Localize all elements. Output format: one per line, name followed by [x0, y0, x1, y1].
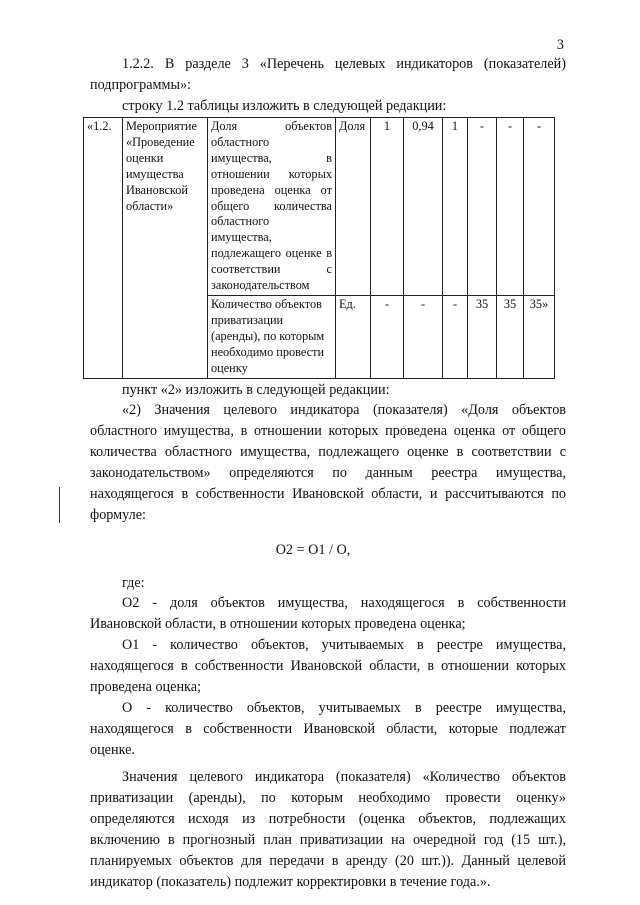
table-intro: строку 1.2 таблицы изложить в следующей редакции:	[122, 98, 447, 114]
indicator-cell: Количество объектов приватизации (аренды), по которым необходимо провести оценку	[208, 295, 336, 378]
value-cell: -	[524, 118, 555, 296]
value-cell: -	[468, 118, 497, 296]
page-number: 3	[556, 37, 564, 53]
value-cell: 1	[371, 118, 404, 296]
row-number: «1.2.	[84, 118, 123, 379]
paragraph: Значения целевого индикатора (показателя) «Количество объектов приватизации (аренды), по которым необходимо провести оценку» определяются исходя из потребности (оценка объектов, подлежащих включению в прогнозный план приватизации на очередной год (15 шт.), планируемых объектов для передачи в аренду (20 шт.)). Данный целевой индикатор (показатель) подлежит корректировки в течение года.».	[90, 768, 566, 890]
indicator-cell: Доля объектов областного имущества, в отношении которых проведена оценка от общего количества областного имущества, подлежащего оценке в соответствии с законодательством	[208, 118, 336, 296]
indicator-table	[83, 117, 555, 379]
formula: O2 = O1 / O,	[275, 541, 351, 558]
document-body	[87, 36, 566, 893]
margin-mark	[59, 487, 60, 523]
unit-cell: Доля	[336, 118, 371, 296]
value-cell: 35»	[524, 295, 555, 378]
value-cell: 35	[468, 295, 497, 378]
value-cell: 1	[443, 118, 468, 296]
paragraph: «2) Значения целевого индикатора (показателя) «Доля объектов областного имущества, в отношении которых проведена оценка от общего количества областного имущества, подлежащего оценке в соответствии с законодательством» определяются по данным реестра имущества, находящегося в собственности Ивановской области, и рассчитываются по формуле:	[90, 401, 566, 523]
where-label: где:	[122, 574, 145, 591]
value-cell: -	[404, 295, 443, 378]
value-cell: -	[497, 118, 524, 296]
value-cell: 0,94	[404, 118, 443, 296]
table-row	[84, 118, 555, 296]
unit-cell: Ед.	[336, 295, 371, 378]
definition: O1 - количество объектов, учитываемых в реестре имущества, находящегося в собственности Ивановской области, в отношении которых проведена оценка;	[90, 636, 566, 695]
definition: O2 - доля объектов имущества, находящегося в собственности Ивановской области, в отношении которых проведена оценка;	[90, 594, 566, 632]
value-cell: -	[443, 295, 468, 378]
definition: O - количество объектов, учитываемых в реестре имущества, находящегося в собственности Ивановской области, которые подлежат оценке.	[90, 699, 566, 758]
activity-cell: Мероприятие «Проведение оценки имущества Ивановской области»	[123, 118, 208, 379]
value-cell: 35	[497, 295, 524, 378]
value-cell: -	[371, 295, 404, 378]
paragraph: пункт «2» изложить в следующей редакции:	[122, 381, 390, 398]
intro-paragraph: 1.2.2. В разделе 3 «Перечень целевых индикаторов (показателей) подпрограммы»:	[90, 56, 566, 93]
